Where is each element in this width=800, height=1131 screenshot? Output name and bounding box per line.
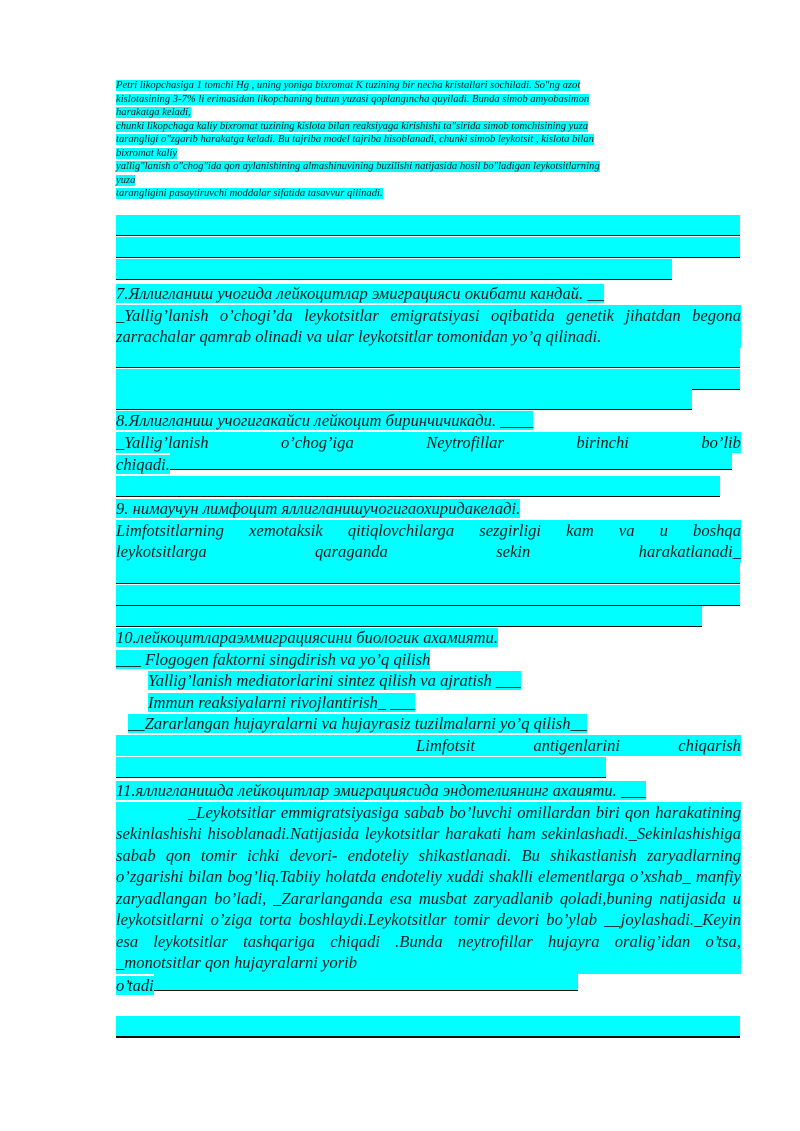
question-8-block (116, 410, 741, 476)
question-10-block (116, 627, 741, 756)
question-11-answer: _Leykotsitlar emmigratsiyasiga sabab bo’luvchi omillardan biri qon harakatining sekinlashishi hisoblanadi.Natijasida leykotsitlar harakati ham sekinlashadi._Sekinlashishiga sabab qon tomir ichki devori- endoteliy shikastlanadi. Bu shikastlanish zaryadlarning o’zgarishi bilan bog’liq.Tabiiy holatda endoteliy xuddi shaklli elementlarga o’xshab_ manfiy zaryadlangan bo’ladi, _Zararlanganda esa musbat zaryadlanib qoladi,buning natijasida u leykotsitlarni o’ziga torta boshlaydi.Leykotsitlar tomir devori bo’ylab __joylashadi._Keyin esa leykotsitlar tashqariga chiqadi .Bunda neytrofillar hujayra oralig’idan o’tsa, _monotsitlar qon hujayralarni yorib (116, 802, 741, 972)
answer-word: Neytrofillar (426, 432, 504, 452)
answer-underline (170, 453, 732, 470)
question-9-answer-line (116, 541, 741, 563)
intro-line: harakatga keladi, (116, 107, 191, 118)
question-11-title: 11.яллигланишда лейкоцитлар эмиграциясида эндотелиянинг ахаияти. ___ (116, 781, 646, 800)
answer-word: leykotsitlarga (116, 542, 207, 561)
answer-word: _Yallig’lanish (116, 432, 209, 452)
question-10-item: __Zararlangan hujayralarni va hujayrasiz tuzilmalarni yo’q qilish__ (128, 714, 588, 733)
answer-word: bo’lib (701, 432, 741, 452)
blank-line (116, 389, 692, 410)
question-9-block (116, 498, 741, 563)
blank-line (116, 347, 740, 368)
question-8-answer-end: chiqadi. (116, 455, 170, 474)
question-11-block (116, 780, 741, 996)
question-10-item: Immun reaksiyalarni rivojlantirish_ ___ (148, 692, 416, 712)
intro-line: yallig"lanish o"chog"ida qon aylanishining almashinuvining buzilishi natijasida hosil bo"ladigan leykotsitlarning (116, 161, 600, 172)
blank-line (116, 606, 702, 627)
answer-word: birinchi (576, 432, 629, 452)
question-9-title: 9. нимаучун лимфоцит яллигланишучогигаохиридакеладi. (116, 499, 521, 518)
question-11-answer-end: o’tadi (116, 975, 154, 995)
answer-word: harakatlanadi_ (638, 542, 741, 561)
question-10-last-line (116, 735, 741, 757)
intro-line: yuza (116, 174, 136, 186)
question-9-answer-line: Limfotsitlarning xemotaksik qitiqlovchilarga sezgirligi kam va u boshqa (116, 520, 741, 540)
question-8-title: 8.Яллигланиш учогигакайси лейкоцит биринчичикади. ____ (116, 411, 534, 430)
question-8-answer-line (116, 432, 741, 454)
answer-word: chiqarish (678, 735, 741, 755)
blank-line (116, 259, 672, 280)
blank-line (116, 757, 606, 778)
intro-line: kislotasining 3-7% li erimasidan likopchaning butun yuzasi qoplangıncha quyiladi. Bunda simob amyobasimon (116, 93, 590, 105)
question-7-block (116, 283, 741, 348)
blank-line (116, 1016, 740, 1038)
blank-line (116, 563, 740, 584)
question-7-title: 7.Яллигланиш учогида лейкоцитлар эмиграцияси окибати кандай. __ (116, 284, 604, 303)
answer-word: Limfotsit (416, 735, 476, 755)
question-10-item: ___ Flogogen faktorni singdirish va yo’q qilish (116, 649, 431, 669)
answer-word: o’chog’iga (280, 432, 354, 452)
intro-paragraph (116, 79, 742, 201)
answer-word: sekin (496, 542, 531, 561)
intro-line: chunki likopchaga kaliy bixromat tuzining kislota bilan reaksiyaga kirishishi ta"sirida simob tomchisining yuza (116, 120, 589, 132)
answer-word: antigenlarini (533, 735, 620, 755)
intro-line: bixromat kaliy (116, 147, 178, 159)
question-10-title: 10.лейкоцитлараэммиграциясини биологик ахамияти. (116, 628, 498, 647)
answer-underline (154, 974, 578, 991)
blank-line (116, 476, 720, 497)
intro-line: Petri likopchasiga 1 tomchi Hg , uning yoniga bixromat K tuzining bir necha kristallari sochiladi. So"ng azot (116, 80, 581, 91)
blank-line (116, 585, 740, 606)
blank-line (116, 215, 740, 236)
question-10-item: Yallig’lanish mediatorlarini sintez qilish va ajratish ___ (148, 671, 521, 690)
answer-word: qaraganda (315, 542, 388, 561)
blank-line (116, 237, 740, 258)
question-7-answer: _Yallig’lanish o’chogi’da leykotsitlar emigratsiyasi oqibatida genetik jihatdan begona zarrachalar qamrab olinadi va ular leykotsitlar tomonidan yo’q qilinadi. (116, 305, 741, 346)
blank-line (116, 369, 740, 390)
intro-line: tarangligi o"zgarib harakatga keladi. Bu tajriba model tajriba hisoblanadi, chunki simob leykotsit , kislota bilan (116, 134, 594, 145)
intro-line: tarangligini pasaytiruvchi moddalar sifatida tasavvur qilinadi. (116, 188, 383, 199)
